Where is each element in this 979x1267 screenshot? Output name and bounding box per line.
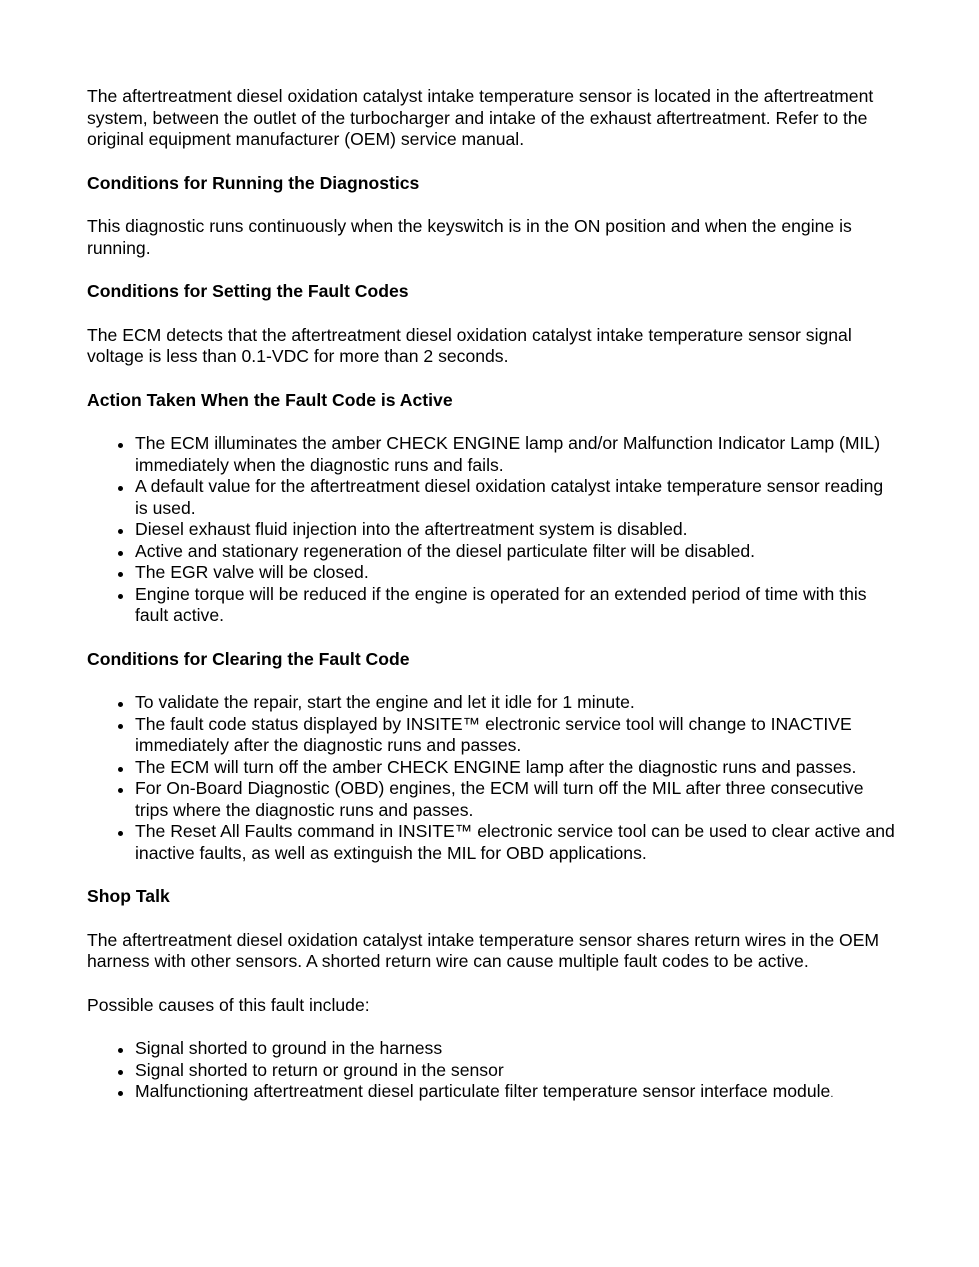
- list-item: Engine torque will be reduced if the engine is operated for an extended period of time with this fault active.: [135, 584, 897, 627]
- running-paragraph: This diagnostic runs continuously when the keyswitch is in the ON position and when the engine is running.: [87, 216, 852, 258]
- shop-talk-heading: Shop Talk: [87, 886, 170, 906]
- list-item: To validate the repair, start the engine and let it idle for 1 minute.: [135, 692, 897, 714]
- list-item: [135, 1081, 897, 1106]
- action-list: [87, 433, 897, 627]
- list-item: Signal shorted to return or ground in the sensor: [135, 1060, 897, 1082]
- action-heading: Action Taken When the Fault Code is Active: [87, 389, 453, 410]
- setting-heading: Conditions for Setting the Fault Codes: [87, 281, 409, 301]
- list-item: A default value for the aftertreatment diesel oxidation catalyst intake temperature sensor reading is used.: [135, 476, 897, 519]
- causes-list: [87, 1038, 897, 1106]
- list-item: The ECM illuminates the amber CHECK ENGINE lamp and/or Malfunction Indicator Lamp (MIL) immediately when the diagnostic runs and fails.: [135, 433, 897, 476]
- list-item: The EGR valve will be closed.: [135, 562, 897, 584]
- list-item: The Reset All Faults command in INSITE™ electronic service tool can be used to clear active and inactive faults, as well as extinguish the MIL for OBD applications.: [135, 821, 897, 864]
- clearing-heading: Conditions for Clearing the Fault Code: [87, 648, 410, 669]
- list-item: Active and stationary regeneration of the diesel particulate filter will be disabled.: [135, 541, 897, 563]
- list-item: The fault code status displayed by INSITE™ electronic service tool will change to INACTIVE immediately after the diagnostic runs and passes.: [135, 714, 897, 757]
- intro-paragraph: The aftertreatment diesel oxidation catalyst intake temperature sensor is located in the aftertreatment system, between the outlet of the turbocharger and intake of the exhaust aftertreatment. Refer to the original equipment manufacturer (OEM) service manual.: [87, 86, 874, 149]
- list-item: The ECM will turn off the amber CHECK ENGINE lamp after the diagnostic runs and passes.: [135, 757, 897, 779]
- shop-talk-paragraph: The aftertreatment diesel oxidation catalyst intake temperature sensor shares return wires in the OEM harness with other sensors. A shorted return wire can cause multiple fault codes to be active.: [87, 929, 880, 971]
- causes-intro: Possible causes of this fault include:: [87, 994, 370, 1015]
- document-page: [87, 86, 897, 1128]
- trailing-period: .: [830, 1088, 834, 1100]
- clearing-list: [87, 692, 897, 864]
- running-heading: Conditions for Running the Diagnostics: [87, 172, 420, 193]
- setting-paragraph: The ECM detects that the aftertreatment diesel oxidation catalyst intake temperature sensor signal voltage is less than 0.1-VDC for more than 2 seconds.: [87, 324, 852, 366]
- list-item: Signal shorted to ground in the harness: [135, 1038, 897, 1060]
- cause-text: Malfunctioning aftertreatment diesel particulate filter temperature sensor interface module: [135, 1081, 831, 1101]
- list-item: Diesel exhaust fluid injection into the aftertreatment system is disabled.: [135, 519, 897, 541]
- list-item: For On-Board Diagnostic (OBD) engines, the ECM will turn off the MIL after three consecutive trips where the diagnostic runs and passes.: [135, 778, 897, 821]
